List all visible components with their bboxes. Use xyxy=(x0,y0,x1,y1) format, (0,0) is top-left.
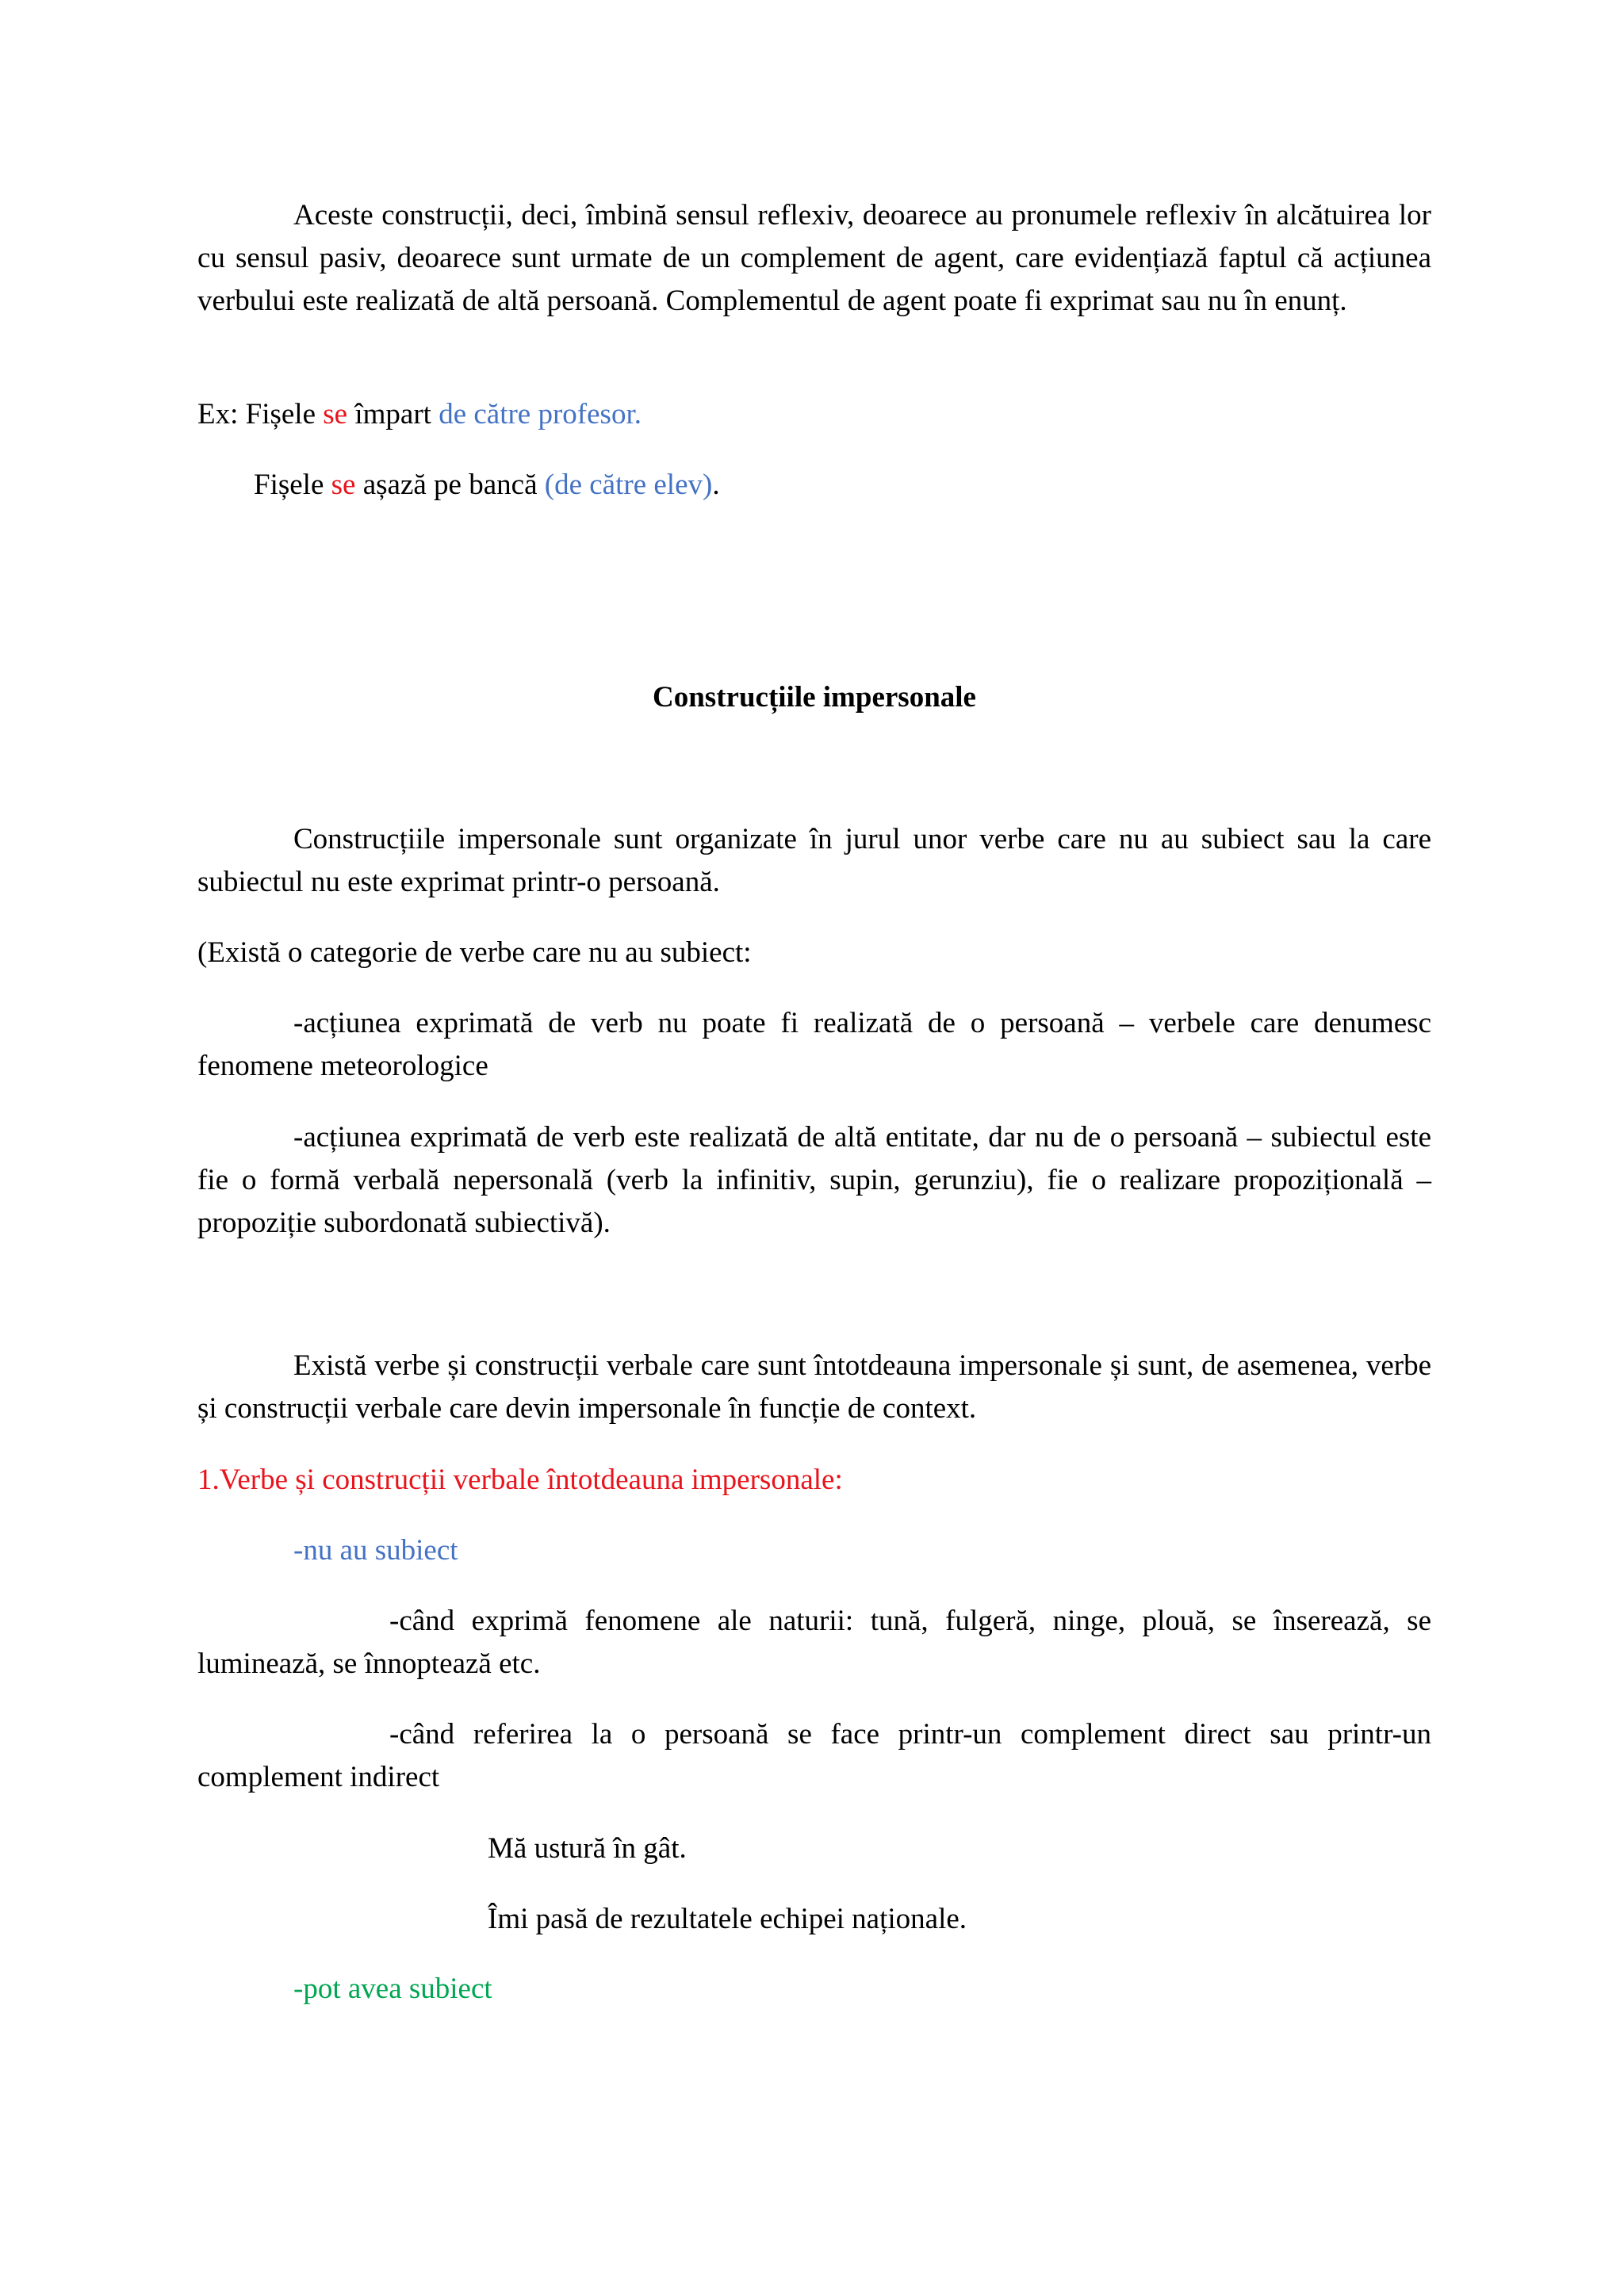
example-2-end: . xyxy=(712,469,720,501)
example-national-team: Îmi pasă de rezultatele echipei naționale. xyxy=(488,1903,967,1935)
example-throat: Mă ustură în gât. xyxy=(488,1832,687,1865)
reference-case: -când referirea la o persoană se face printr-un complement direct sau printr-un complement indirect xyxy=(197,1718,1431,1793)
example-2-prefix: Fișele xyxy=(254,469,331,501)
point-other-entity: -acțiunea exprimată de verb este realizată de altă entitate, dar nu de o persoană – subiectul este fie o formă verbală nepersonală (verb la infinitiv, supin, gerunziu), fie o realizare propozițională – propoziție subordonată subiectivă). xyxy=(197,1121,1431,1239)
subsection-heading: 1.Verbe și construcții verbale întotdeauna impersonale: xyxy=(197,1464,843,1496)
category-intro: (Există o categorie de verbe care nu au subiect: xyxy=(197,936,752,969)
agent-complement: de către profesor. xyxy=(439,398,642,430)
reflexive-pronoun: se xyxy=(323,398,348,430)
agent-complement: (de către elev) xyxy=(544,469,713,501)
point-meteorological: -acțiunea exprimată de verb nu poate fi realizată de o persoană – verbele care denumesc fenomene meteorologice xyxy=(197,1007,1431,1082)
no-subject-label: -nu au subiect xyxy=(293,1534,458,1567)
definition-paragraph: Construcțiile impersonale sunt organizate în jurul unor verbe care nu au subiect sau la care subiectul nu este exprimat printr-o persoană. xyxy=(197,823,1431,898)
example-line-1 xyxy=(197,393,1431,436)
section-title: Construcțiile impersonale xyxy=(653,681,976,714)
intro-paragraph: Aceste construcții, deci, îmbină sensul reflexiv, deoarece au pronumele reflexiv în alcătuirea lor cu sensul pasiv, deoarece sunt urmate de un complement de agent, care evidențiază faptul că acțiunea verbului este realizată de altă persoană. Complementul de agent poate fi exprimat sau nu în enunț. xyxy=(197,199,1431,317)
may-have-subject-label: -pot avea subiect xyxy=(293,1973,492,2005)
example-1-prefix: Ex: Fișele xyxy=(197,398,324,430)
example-1-verb: împart xyxy=(347,398,439,430)
reflexive-pronoun: se xyxy=(331,469,356,501)
nature-phenomena-case: -când exprimă fenomene ale naturii: tună, fulgeră, ninge, plouă, se înserează, se luminează, se înnoptează etc. xyxy=(197,1605,1431,1680)
example-2-verb: așază pe bancă xyxy=(355,469,545,501)
types-intro-paragraph: Există verbe și construcții verbale care sunt întotdeauna impersonale și sunt, de asemenea, verbe și construcții verbale care devin impersonale în funcție de context. xyxy=(197,1349,1431,1425)
example-line-2 xyxy=(254,464,1431,507)
